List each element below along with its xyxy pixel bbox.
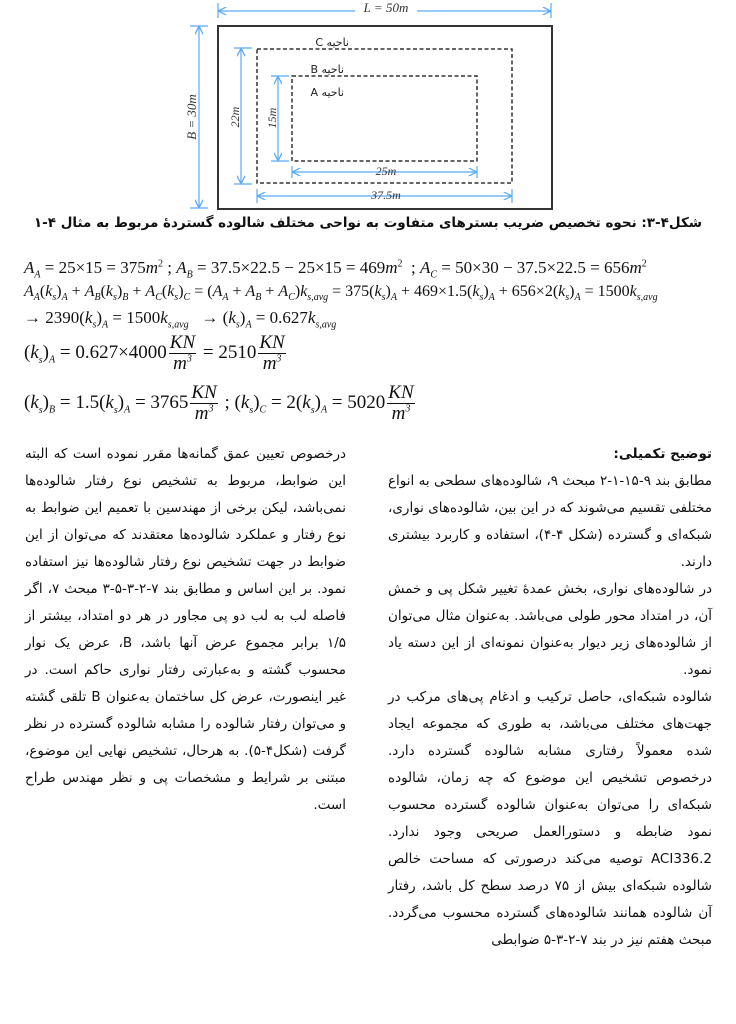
dim-L-label: L = 50m: [363, 0, 409, 15]
right-column: [388, 441, 712, 954]
left-column: [25, 441, 346, 819]
equation-areas: $A_A = 25\times 15 = 375m^2$ ; $A_B = 37.5\times 22.5 - 25\times 15 = 469m^2$ ; $A_C = 50\times 30 - 37.5\times 22.5 = 656m^2$: [24, 258, 647, 281]
equation-ks-b-c: $(k_s)_B = 1.5(k_s)_A = 3765$ $\frac{KN}{m^3}$ ; $(k_s)_C = 2(k_s)_A = 5020$ $\frac{KN}{m^3}$: [24, 382, 414, 424]
figure-caption: شکل۴-۳: نحوه تخصیص ضریب بسترهای متفاوت به نواحی مختلف شالوده گستردهٔ مربوط به مثال ۴-۱: [33, 215, 703, 231]
zone-a-label: ناحیه A: [310, 86, 344, 99]
equation-ks-a: $(k_s)_A = 0.627\times 4000$ $\frac{KN}{m^3}$ = 2510 $\frac{KN}{m^3}$: [24, 332, 285, 374]
equation-weighted-average: $A_A(k_s)_A + A_B(k_s)_B + A_C(k_s)_C = (A_A + A_B + A_C)k_{s,avg} = 375(k_s)_A + 469\times 1.5(k_s)_A + 656\times 2(k_s)_A = 1500k_{s,avg}$: [24, 283, 658, 304]
paragraph-strip-foundations: در شالوده‌های نواری، بخش عمدهٔ تغییر شکل پی و خمش آن، در امتداد محور طولی می‌باشد. به‌عنوان مثال می‌توان از شالوده‌های زیر دیوار به‌عنوان نمونه‌ای از این دسته یاد نمود.: [388, 581, 712, 678]
zone-c-label: ناحیه C: [315, 36, 349, 49]
dim-22m-label: 22m: [228, 106, 242, 128]
zone-c-boundary: [257, 49, 512, 183]
paragraph-grid-foundations: شالوده شبکه‌ای، حاصل ترکیب و ادغام پی‌های مرکب در جهت‌های مختلف می‌باشد، به طوری که مجموعه ایجاد شده معمولاً رفتاری مشابه شالوده گسترده دارد. درخصوص تشخیص این موضوع که چه زمان، شالوده شبکه‌ای را می‌توان به‌عنوان شالوده گسترده محسوب نمود ضابطه و دستورالعمل صریحی وجود ندارد. ACI336.2 توصیه می‌کند درصورتی که مساحت خالص شالوده شبکه‌ای بیش از ۷۵ درصد سطح کل باشد، رفتار آن شالوده همانند شالوده‌های گسترده محسوب می‌گردد. مبحث هفتم نیز در بند ۷-۲-۳-۵ ضوابطی: [388, 689, 712, 948]
supplementary-heading: توضیح تکمیلی:: [613, 446, 712, 462]
paragraph-foundation-types: مطابق بند ۹-۱۵-۱-۲ مبحث ۹، شالوده‌های سطحی به انواع مختلفی تقسیم می‌شوند که در این بین، شالوده‌های نواری، شبکه‌ای و گسترده (شکل ۴-۴)، استفاده و کاربرد بیشتری دارند.: [388, 473, 713, 570]
equation-solve-ks: → $2390(k_s)_A = 1500k_{s,avg} \to (k_s)_A = 0.627k_{s,avg}$: [24, 308, 337, 331]
paragraph-continuation: درخصوص تعیین عمق گمانه‌ها مقرر نموده است که البته این ضوابط، مربوط به تشخیص نوع رفتار شالوده‌ها نمی‌باشد، لیکن برخی از مهندسین با تعمیم این ضوابط به نوع رفتار و عملکرد شالوده‌ها معتقدند که می‌توان از این ضوابط در جهت تشخیص نوع رفتار شالوده‌ها نیز استفاده نمود. بر این اساس و مطابق بند ۷-۲-۳-۵-۳ مبحث ۷، اگر فاصله لب به لب دو پی مجاور در هر دو امتداد، بیشتر از ۱/۵ برابر مجموع عرض آنها باشد، B، عرض یک نوار محسوب گشته و به‌عبارتی رفتار نواری حاکم است. در غیر اینصورت، عرض کل ساختمان به‌عنوان B تلقی گشته و می‌توان رفتار شالوده را مشابه شالوده گسترده در نظر گرفت (شکل۴-۵). به هرحال، تشخیص نهایی این موضوع، مبتنی بر شرایط و مشخصات پی و نظر مهندس طراح است.: [25, 446, 346, 813]
zone-b-label: ناحیه B: [310, 63, 344, 76]
dim-37-5m-label: 37.5m: [371, 188, 401, 202]
dim-25m-label: 25m: [375, 164, 397, 178]
dim-15m-label: 15m: [265, 107, 279, 129]
dim-B-label: B = 30m: [184, 94, 199, 140]
foundation-zones-figure: [0, 0, 736, 215]
